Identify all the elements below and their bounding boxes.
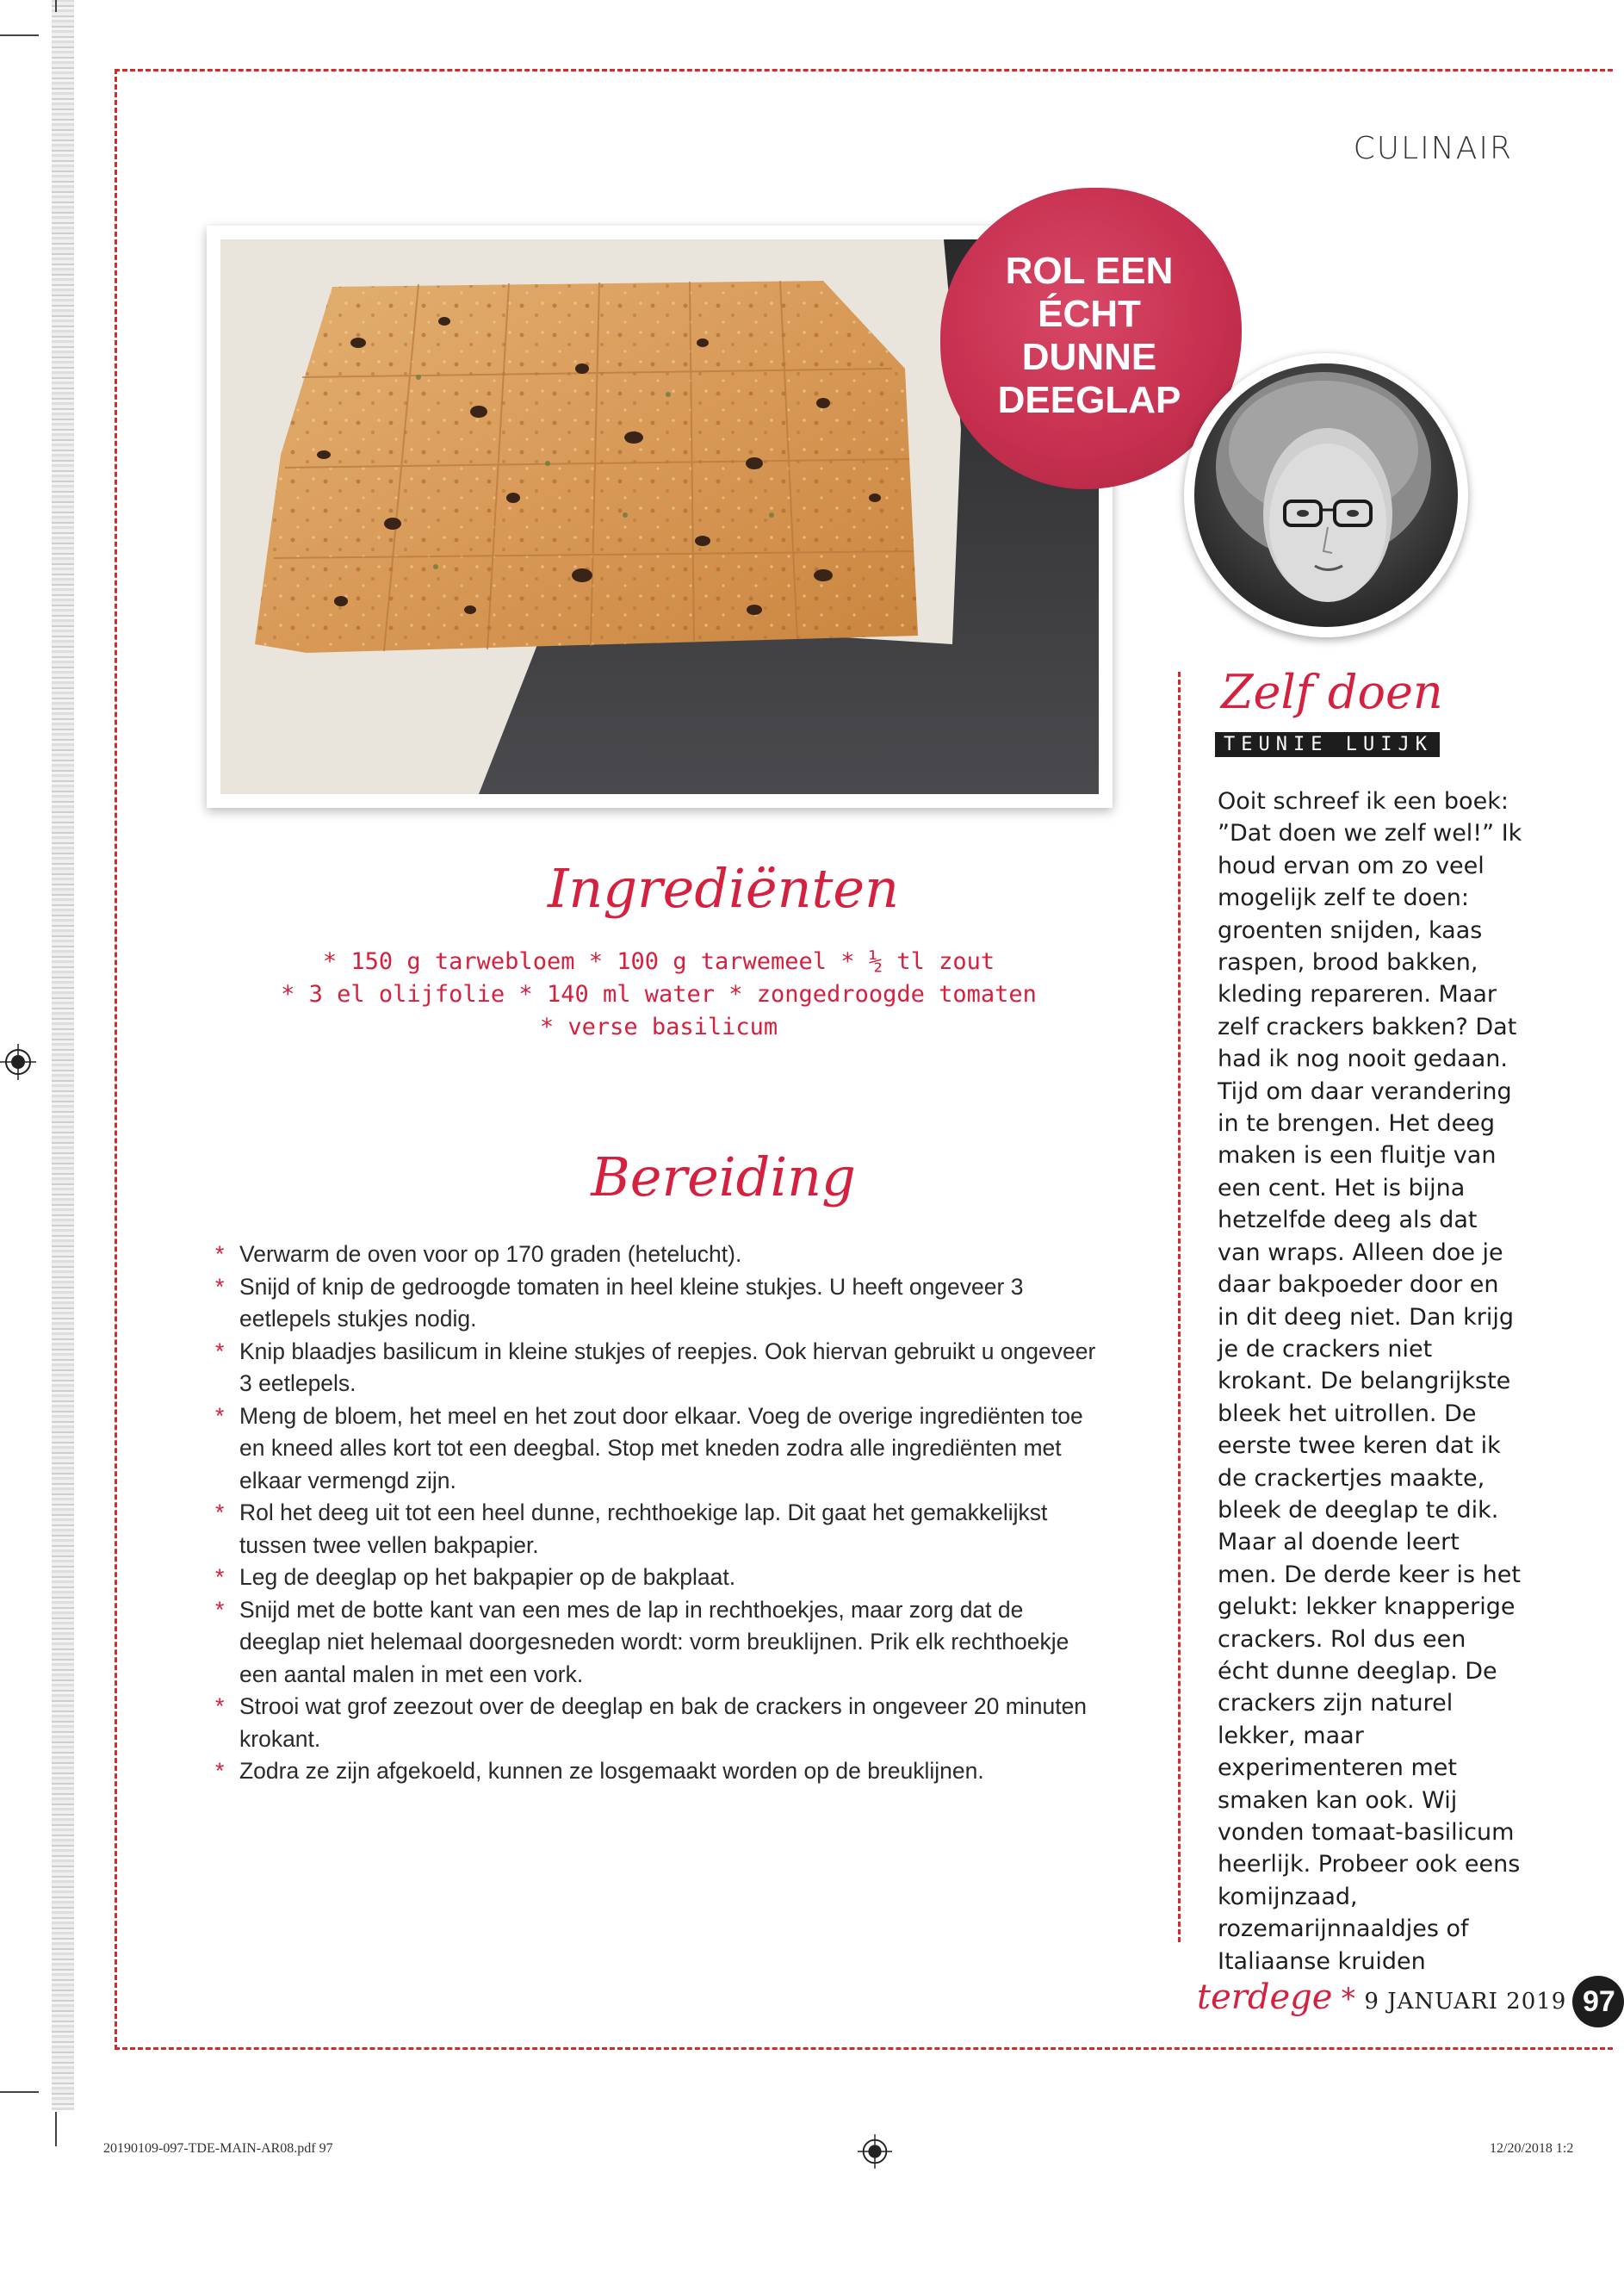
step-text: Verwarm de oven voor op 170 graden (hetelucht). [239,1241,742,1267]
crop-mark [0,2091,39,2093]
registration-mark-icon [0,1044,36,1080]
step-text: Zodra ze zijn afgekoeld, kunnen ze losgemaakt worden op de breuklijnen. [239,1758,984,1784]
page-footer [1197,1977,1567,2017]
preparation-step [215,1400,1102,1498]
step-text: Meng de bloem, het meel en het zout door elkaar. Voeg de overige ingrediënten toe en kneed alles kort tot een deegbal. Stop met kneden zodra alle ingrediënten met elkaar vermengd zijn. [239,1402,1083,1493]
ingredients-line: * verse basilicum [539,1014,778,1040]
pull-quote-line: ROL EEN [1005,250,1174,292]
magazine-brand: terdege [1197,1977,1333,2017]
issue-date: 9 JANUARI 2019 [1364,1989,1567,2015]
step-text: Snijd met de botte kant van een mes de lap in rechthoekjes, maar zorg dat de deeglap niet helemaal doorgesneden wordt: vorm breuklijnen. Prik elk rechthoekje een aantal malen in met een vork. [239,1596,1069,1687]
binding-strip [52,0,74,2110]
preparation-step [215,1594,1102,1692]
registration-mark-icon [858,2134,892,2169]
pull-quote [956,250,1223,422]
column-title: Zelf doen [1221,665,1443,719]
pull-quote-line: DEEGLAP [997,379,1181,421]
preparation-step [215,1561,1102,1594]
step-text: Rol het deeg uit tot een heel dunne, rechthoekige lap. Dit gaat het gemakkelijkst tussen twee vellen bakpapier. [239,1499,1048,1558]
bullet-star-icon: * [215,1241,225,1267]
preparation-step [215,1497,1102,1561]
pull-quote-line: DUNNE [1021,336,1157,378]
ingredients-line: * 150 g tarwebloem * 100 g tarwemeel * ½ tl zout [322,948,995,975]
bullet-star-icon: * [215,1402,225,1429]
bullet-star-icon: * [215,1596,225,1623]
pull-quote-line: ÉCHT [1038,293,1141,335]
ingredients-heading: Ingrediënten [547,857,900,920]
print-slug-date: 12/20/2018 1:2 [1490,2141,1574,2156]
author-byline: TEUNIE LUIJK [1215,732,1440,757]
step-text: Knip blaadjes basilicum in kleine stukjes of reepjes. Ook hiervan gebruikt u ongeveer 3 eetlepels. [239,1338,1096,1396]
crop-mark [55,0,57,12]
author-portrait [1184,353,1468,637]
step-text: Strooi wat grof zeezout over de deeglap en bak de crackers in ongeveer 20 minuten krokant. [239,1693,1088,1752]
column-divider [1178,672,1181,1942]
preparation-step [215,1239,1102,1271]
preparation-step [215,1691,1102,1755]
crop-mark [55,2112,57,2146]
print-slug-file: 20190109-097-TDE-MAIN-AR08.pdf 97 [103,2141,333,2156]
bullet-star-icon: * [215,1693,225,1719]
preparation-step [215,1755,1102,1788]
footer-star-icon: * [1341,1982,1356,2016]
ingredients-list [207,946,1111,1044]
crop-mark [0,34,39,36]
preparation-step [215,1271,1102,1336]
author-photo-image [1194,363,1458,627]
section-label: CULINAIR [1353,131,1513,166]
ingredients-line: * 3 el olijfolie * 140 ml water * zongedroogde tomaten [281,981,1037,1008]
preparation-step [215,1336,1102,1400]
preparation-heading: Bereiding [591,1146,856,1208]
step-text: Leg de deeglap op het bakpapier op de bakplaat. [239,1564,736,1590]
step-text: Snijd of knip de gedroogde tomaten in heel kleine stukjes. U heeft ongeveer 3 eetlepels stukjes nodig. [239,1273,1024,1332]
bullet-star-icon: * [215,1499,225,1525]
bullet-star-icon: * [215,1338,225,1364]
bullet-star-icon: * [215,1758,225,1784]
bullet-star-icon: * [215,1564,225,1590]
bullet-star-icon: * [215,1273,225,1300]
page-number: 97 [1572,1976,1624,2027]
column-text: Ooit schreef ik een boek: ”Dat doen we zelf wel!” Ik houd ervan om zo veel mogelijk zelf te doen: groenten snijden, kaas raspen, brood bakken, kleding repareren. Maar zelf crackers bakken? Dat had ik nog nooit gedaan. Tijd om daar verandering in te brengen. Het deeg maken is een fluitje van een cent. Het is bijna hetzelfde deeg als dat van wraps. Alleen doe je daar bakpoeder door en in dit deeg niet. Dan krijg je de crackers niet krokant. De belangrijkste bleek het uitrollen. De eerste twee keren dat ik de crackertjes maakte, bleek de deeglap te dik. Maar al doende leert men. De derde keer is het gelukt: lekker knapperige crackers. Rol dus een écht dunne deeglap. De crackers zijn naturel lekker, maar experimenteren met smaken kan ook. Wij vonden tomaat-basilicum heerlijk. Probeer ook eens komijnzaad, rozemarijnnaaldjes of Italiaanse kruiden [1218,788,1522,1975]
preparation-steps [215,1239,1102,1788]
